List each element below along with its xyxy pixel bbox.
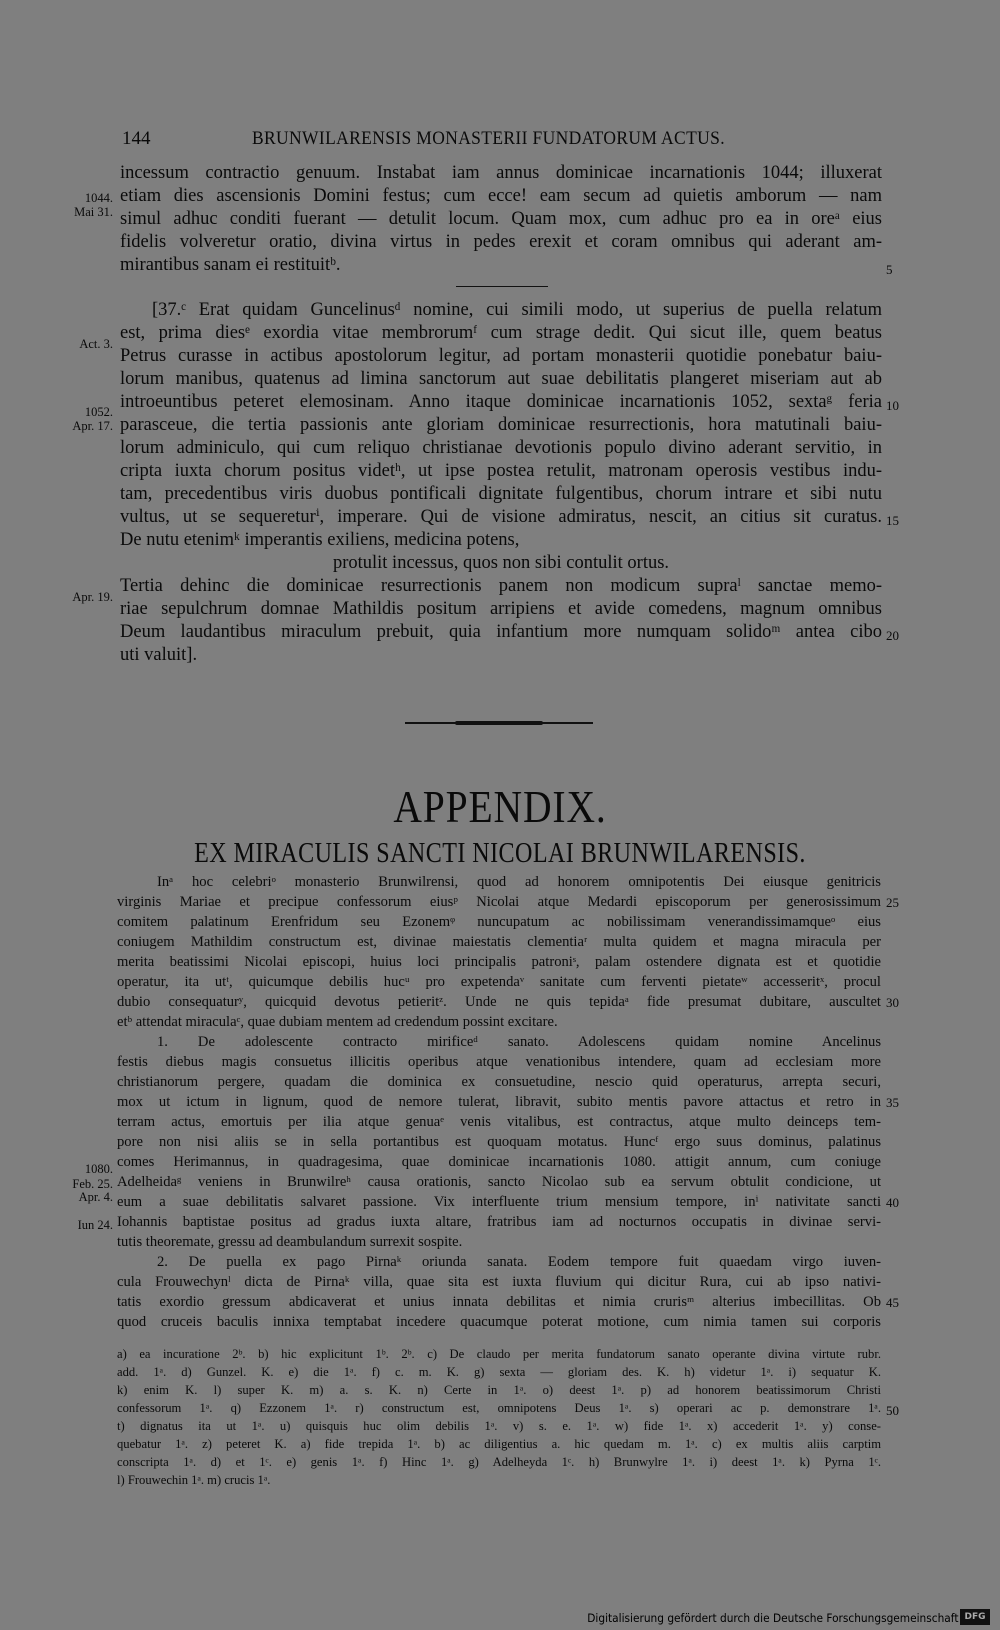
text-line: Petrus curasse in actibus apostolorum legitur, ad portam monasterii quotidie ponebatur baiu-	[120, 346, 882, 366]
text-line: vultus, ut se sequereturⁱ, imperare. Qui de visione admiratus, nescit, an citius sit curatus.	[120, 507, 882, 527]
appendix-line: tutis theoremate, gressu ad deambulandum surrexit sospite.	[117, 1234, 463, 1250]
margin-note: Apr. 17.	[72, 419, 113, 433]
text-line: Deum laudantibus miraculum prebuit, quia infantium more numquam solidoᵐ antea cibo	[120, 622, 882, 642]
text-line: Tertia dehinc die dominicae resurrectionis panem non modicum supraˡ sanctae memo-	[120, 576, 882, 596]
appendix-line: dubio consequaturʸ, quicquid devotus petieritᶻ. Unde ne quis tepidaᵃ fide presumat dubitare, auscultet	[117, 994, 881, 1010]
dfg-logo: DFG	[960, 1609, 990, 1625]
appendix-title: APPENDIX.	[393, 781, 607, 832]
appendix-subtitle: EX MIRACULIS SANCTI NICOLAI BRUNWILARENSIS.	[194, 838, 806, 869]
text-line: riae sepulchrum domnae Mathildis positum arripiens et avide comedens, magnum omnibus	[120, 599, 882, 619]
text-line: De nutu etenimᵏ imperantis exiliens, medicina potens,	[120, 530, 520, 550]
margin-note: Apr. 4.	[78, 1190, 113, 1204]
margin-note: Feb. 25.	[72, 1177, 113, 1191]
line-number: 35	[886, 1095, 899, 1110]
ornament-divider	[405, 721, 593, 725]
appendix-line: comes Herimannus, in quadragesima, quae dominicae incarnationis 1080. attigit annum, cum coniuge	[117, 1154, 881, 1170]
text-line: parasceue, die tertia passionis ante gloriam dominicae resurrectionis, hora matutinali baiu-	[120, 415, 882, 435]
line-number: 25	[886, 895, 899, 910]
text-line: incessum contractio genuum. Instabat iam annus dominicae incarnationis 1044; illuxerat	[120, 163, 882, 183]
margin-note: Act. 3.	[79, 337, 113, 351]
appendix-line: cula Frouwechynˡ dicta de Pirnaᵏ villa, quae sita est iuxta fluvium qui dicitur Rura, cui ab ipso nativi-	[117, 1274, 881, 1290]
appendix-line: mox ut ictum in lignum, quod de nemore tulerat, libravit, subito mentis pavore attactus et retro in	[117, 1094, 881, 1110]
margin-note: Apr. 19.	[72, 590, 113, 604]
appendix-line: Inᵃ hoc celebriᵒ monasterio Brunwilrensi, quod ad honorem omnipotentis Dei eiusque genitricis	[157, 874, 881, 890]
footnote-line: quebatur 1ᵃ. z) peteret K. a) fide trepida 1ᵃ. b) ac diligentius a. hic quedam m. 1ᵃ. c) ex multis aliis carptim	[117, 1437, 881, 1451]
funding-credit: Digitalisierung gefördert durch die Deutsche Forschungsgemeinschaft	[586, 1611, 958, 1625]
text-line: lorum adminiculo, qui cum reliquo christianae devotionis populo divino aderant servitio, in	[120, 438, 882, 458]
appendix-line: Adelheidaᵍ veniens in Brunwilreʰ causa orationis, sancto Nicolao sub ea servum obtulit condicione, ut	[117, 1174, 881, 1190]
appendix-line: 2. De puella ex pago Pirnaᵏ oriunda sanata. Eodem tempore fuit quaedam virgo iuven-	[157, 1254, 881, 1270]
appendix-line: pore non nisi aliis se in sella portantibus est quoquam motatus. Huncᶠ ergo suus dominus, palatinus	[117, 1134, 881, 1150]
text-line: uti valuit].	[120, 645, 198, 665]
appendix-line: Iohannis baptistae positus ad gradus iuxta altare, fratribus iam ad nocturnos occupatis in divinae servi-	[117, 1214, 881, 1230]
appendix-line: eum a suae debilitatis salvaret passione. Vix interfluente trium mensium tempore, inⁱ nativitate sancti	[117, 1194, 881, 1210]
footnote-line: t) dignatus ita ut 1ᵃ. u) quisquis huc olim debilis 1ᵃ. v) s. e. 1ᵃ. w) fide 1ᵃ. x) accederit 1ᵃ. y) conse-	[117, 1419, 881, 1433]
line-number: 20	[886, 628, 899, 643]
appendix-line: operatur, ita utᵗ, quicumque debilis hucᵘ pro expetendaᵛ sanitate cum ferventi pietateʷ accesseritˣ, procul	[117, 974, 881, 990]
margin-note: 1044.	[84, 191, 113, 205]
footnote-line: add. 1ᵃ. d) Gunzel. K. e) die 1ᵃ. f) c. m. K. g) sexta — gloriam des. K. h) videtur 1ᵃ. i) sequatur K.	[117, 1365, 881, 1379]
section-divider	[456, 286, 548, 287]
running-title: BRUNWILARENSIS MONASTERII FUNDATORUM ACTUS.	[252, 128, 725, 149]
margin-note: 1052.	[84, 405, 113, 419]
appendix-line: comitem palatinum Erenfridum seu Ezonemᵠ nuncupatum ac nobilissimam venerandissimamqueᵒ eius	[117, 914, 881, 930]
page-number: 144	[122, 128, 151, 149]
line-number: 45	[886, 1295, 899, 1310]
appendix-line: coniugem Mathildim constructum est, divinae maiestatis clementiaʳ multa quidem et magna miracula per	[117, 934, 881, 950]
text-line: [37.ᶜ Erat quidam Guncelinusᵈ nomine, cui simili modo, ut superius de puella relatum	[152, 300, 882, 320]
text-line: lorum manibus, quatenus ad limina sanctorum aut suae debilitatis plangeret miseriam aut ab	[120, 369, 882, 389]
margin-note: Mai 31.	[74, 205, 113, 219]
line-number: 10	[886, 398, 899, 413]
appendix-line: christianorum pergere, quadam die dominica ex consuetudine, nescio quid operaturus, arrepta securi,	[117, 1074, 881, 1090]
line-number: 50	[886, 1403, 899, 1418]
appendix-line: merita beatissimi Nicolai episcopi, huius loci principalis patroniˢ, palam ostendere dignata est et quotidie	[117, 954, 881, 970]
line-number: 30	[886, 995, 899, 1010]
line-number: 15	[886, 513, 899, 528]
page-header	[0, 128, 1000, 152]
line-number: 5	[886, 262, 893, 277]
footnote-line: conscripta 1ᵃ. d) et 1ᶜ. e) genis 1ᵃ. f) Hinc 1ᵃ. g) Adelheyda 1ᶜ. h) Brunwylre 1ᵃ. i) deest 1ᵃ. k) Pyrna 1ᶜ.	[117, 1455, 881, 1469]
text-line: etiam dies ascensionis Domini festus; cum ecce! eam secum ad quietis amborum — nam	[120, 186, 882, 206]
margin-note: 1080.	[84, 1162, 113, 1176]
text-line: cripta iuxta chorum positus videtʰ, ut ipse postea retulit, matronam operosis vestibus indu-	[120, 461, 882, 481]
appendix-line: festis diebus magis consuetus illicitis operibus atque venationibus intendere, quam ad ecclesiam more	[117, 1054, 881, 1070]
footnote-line: confessorum 1ᵃ. q) Ezzonem 1ᵃ. r) constructum est, omnipotens Deus 1ᵃ. s) operari ac p. demonstrare 1ᵃ.	[117, 1401, 881, 1415]
footnote-line: k) enim K. l) super K. m) a. s. K. n) Certe in 1ᵃ. o) deest 1ᵃ. p) ad honorem beatissimorum Christi	[117, 1383, 881, 1397]
text-line: mirantibus sanam ei restituitᵇ.	[120, 255, 341, 275]
text-line: tam, precedentibus viris duobus pontificali dignitate fulgentibus, chorum intrare et sibi nutu	[120, 484, 882, 504]
verse-line: protulit incessus, quos non sibi contulit ortus.	[332, 553, 670, 573]
text-line: simul adhuc conditi fuerant — detulit locum. Quam mox, cum adhuc pro ea in oreᵃ eius	[120, 209, 882, 229]
text-line: fidelis volveretur oratio, divina virtus in pedes erexit et coram omnibus qui aderant am-	[120, 232, 882, 252]
appendix-line: etᵇ attendat miraculaᶜ, quae dubiam mentem ad credendum possint excitare.	[117, 1014, 558, 1030]
margin-note: Iun 24.	[77, 1218, 113, 1232]
footnote-line: a) ea incuratione 2ᵇ. b) hic explicitunt 1ᵇ. 2ᵇ. c) De claudo per merita fundatorum sanato operante divina virtute rubr.	[117, 1347, 881, 1361]
appendix-line: quod cruceis baculis innixa temptabat incedere quacumque poterat motione, cum nimia tamen sui corporis	[117, 1314, 881, 1330]
appendix-line: 1. De adolescente contracto mirificeᵈ sanato. Adolescens quidam nomine Ancelinus	[157, 1034, 881, 1050]
appendix-line: terram actus, emortuis per ilia atque genuaᵉ venis vitalibus, est contractus, atque multo deinceps tem-	[117, 1114, 881, 1130]
line-number: 40	[886, 1195, 899, 1210]
text-line: introeuntibus peteret elemosinam. Anno itaque dominicae incarnationis 1052, sextaᵍ feria	[120, 392, 882, 412]
footnote-line: l) Frouwechin 1ᵃ. m) crucis 1ᵃ.	[117, 1473, 271, 1487]
appendix-line: virginis Mariae et precipue confessorum eiusᵖ Nicolai atque Medardi episcoporum per generosissimum	[117, 894, 881, 910]
appendix-line: tatis exordio gressum abdicaverat et unius innata debilitas et nimia crurisᵐ alterius imbecillitas. Ob	[117, 1294, 881, 1310]
text-line: est, prima diesᵉ exordia vitae membrorumᶠ cum strage dedit. Qui sicut ille, quem beatus	[120, 323, 882, 343]
